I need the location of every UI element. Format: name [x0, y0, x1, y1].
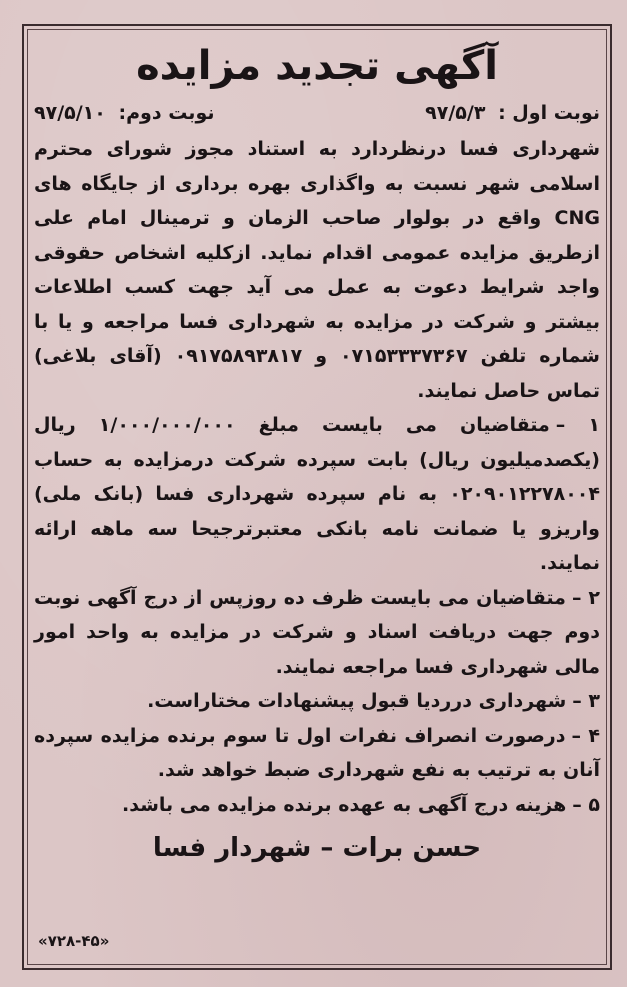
condition-text: شهرداری درردیا قبول پیشنهادات مختاراست. [147, 690, 567, 712]
signature: حسن برات – شهردار فسا [152, 833, 482, 863]
notice-title: آگهی تجدید مزایده [136, 43, 498, 89]
condition-text: متقاضیان می بایست مبلغ ۱/۰۰۰/۰۰۰/۰۰۰ ریال (یکصدمیلیون ریال) بابت سپرده شرکت درمزایده به حساب ۰۲۰۹۰۱۲۲۷۸۰۰۴ به نام سپرده شهرداری فسا (بانک ملی) واریزو یا ضمانت نامه بانکی معتبرترجیحا سه ماهه ارائه نمایند. [34, 414, 600, 574]
notice-body [34, 34, 600, 870]
condition-text: متقاضیان می بایست ظرف ده روزپس از درج آگهی نوبت دوم جهت دریافت اسناد و شرکت در مزایده به واحد امور مالی شهرداری فسا مراجعه نمایند. [34, 586, 600, 678]
condition-number: ۳ – [572, 690, 600, 712]
condition-item-1 [34, 408, 600, 581]
second-turn-label: نوبت دوم: [118, 102, 215, 124]
condition-number: ۴ – [571, 724, 600, 747]
first-turn-date: ۹۷/۵/۳ [425, 102, 486, 124]
condition-item-4 [34, 719, 600, 788]
condition-number: ۱ – [555, 414, 600, 436]
condition-text: هزینه درج آگهی به عهده برنده مزایده می باشد. [122, 793, 567, 816]
condition-number: ۲ – [571, 586, 600, 609]
publication-dates [34, 98, 600, 128]
notice-code: «۷۲۸-۴۵» [38, 932, 110, 950]
intro-paragraph: شهرداری فسا درنظردارد به استناد مجوز شورای محترم اسلامی شهر نسبت به واگذاری بهره برداری از جایگاه های CNG واقع در بولوار صاحب الزمان و ترمینال امام علی ازطریق مزایده عمومی اقدام نماید. ازکلیه اشخاص حقوقی واجد شرایط دعوت به عمل می آید جهت کسب اطلاعات بیشتر و شرکت در مزایده به شهرداری فسا مراجعه و یا با شماره تلفن ۰۷۱۵۳۳۳۷۳۶۷ و ۰۹۱۷۵۸۹۳۸۱۷ (آقای بلاغی) تماس حاصل نمایند. [34, 138, 600, 402]
condition-number: ۵ – [572, 793, 600, 816]
condition-text: درصورت انصراف نفرات اول تا سوم برنده مزایده سپرده آنان به ترتیب به نفع شهرداری ضبط خواهد شد. [34, 724, 600, 781]
first-turn-label: نوبت اول : [498, 102, 600, 124]
first-turn [425, 98, 600, 128]
condition-item-3 [34, 684, 600, 719]
condition-item-2 [34, 581, 600, 685]
second-turn [34, 98, 215, 128]
second-turn-date: ۹۷/۵/۱۰ [34, 102, 106, 124]
condition-item-5 [34, 788, 600, 823]
